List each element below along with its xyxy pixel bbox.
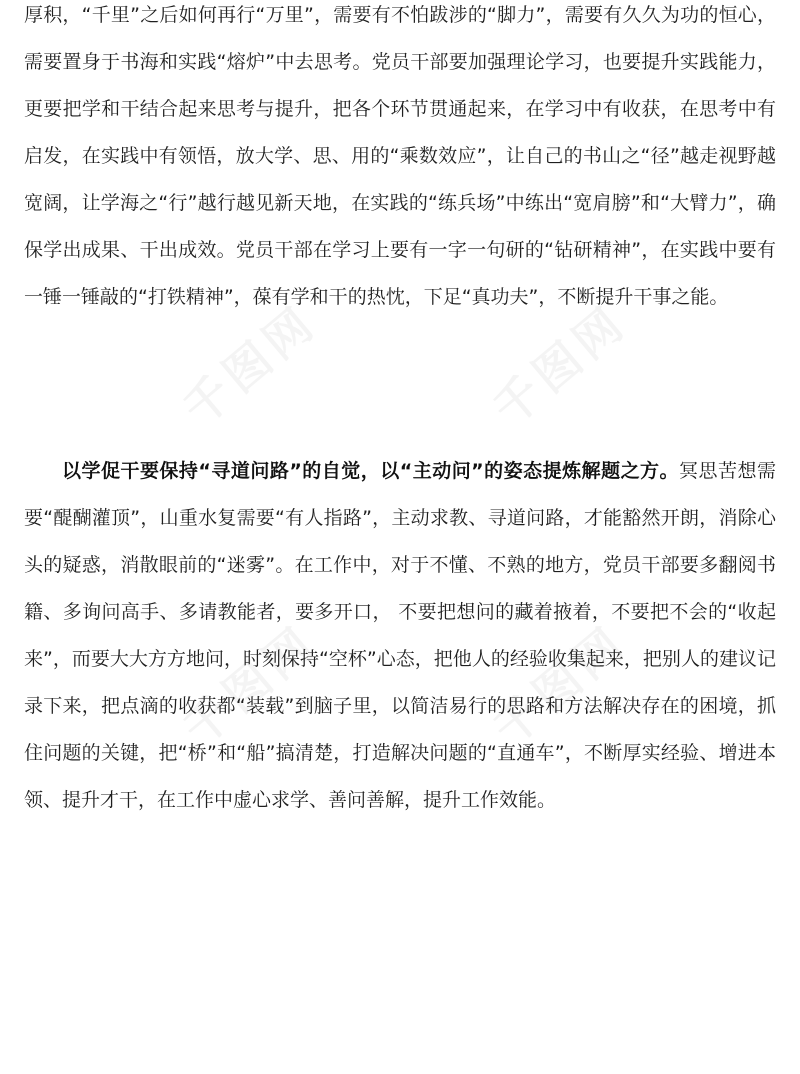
paragraph-2-text: 冥思苦想需要“醍醐灌顶”，山重水复需要“有人指路”，主动求教、寻道问路，才能豁然开朗，消除心头的疑惑，消散眼前的“迷雾”。在工作中，对于不懂、不熟的地方，党员干部要多翻阅书籍、多询问高手、多请教能者，要多开口， 不要把想问的藏着掖着，不要把不会的“收起来”，而要大大方方地问，时刻保持“空杯”心态，把他人的经验收集起来，把别人的建议记录下来，把点滴的收获都“装载”到脑子里，以简洁易行的思路和方法解决存在的困境，抓住问题的关键，把“桥”和“船”搞清楚，打造解决问题的“直通车”，不断厚实经验、增进本领、提升才干，在工作中虚心求学、善问善解，提升工作效能。	[24, 460, 776, 811]
body-paragraph-2	[24, 448, 776, 824]
body-paragraph-1	[24, 0, 776, 321]
paragraph-1-text: 厚积，“千里”之后如何再行“万里”，需要有不怕跋涉的“脚力”，需要有久久为功的恒心，需要置身于书海和实践“熔炉”中去思考。党员干部要加强理论学习，也要提升实践能力，更要把学和干结合起来思考与提升，把各个环节贯通起来，在学习中有收获，在思考中有启发，在实践中有领悟，放大学、思、用的“乘数效应”，让自己的书山之“径”越走视野越宽阔，让学海之“行”越行越见新天地，在实践的“练兵场”中练出“宽肩膀”和“大臂力”，确保学出成果、干出成效。党员干部在学习上要有一字一句研的“钻研精神”，在实践中要有一锤一锤敲的“打铁精神”，葆有学和干的热忱，下足“真功夫”，不断提升干事之能。	[24, 4, 776, 308]
paragraph-2-lead-sentence: 以学促干要保持“寻道问路”的自觉，以“主动问”的姿态提炼解题之方。	[62, 460, 680, 482]
